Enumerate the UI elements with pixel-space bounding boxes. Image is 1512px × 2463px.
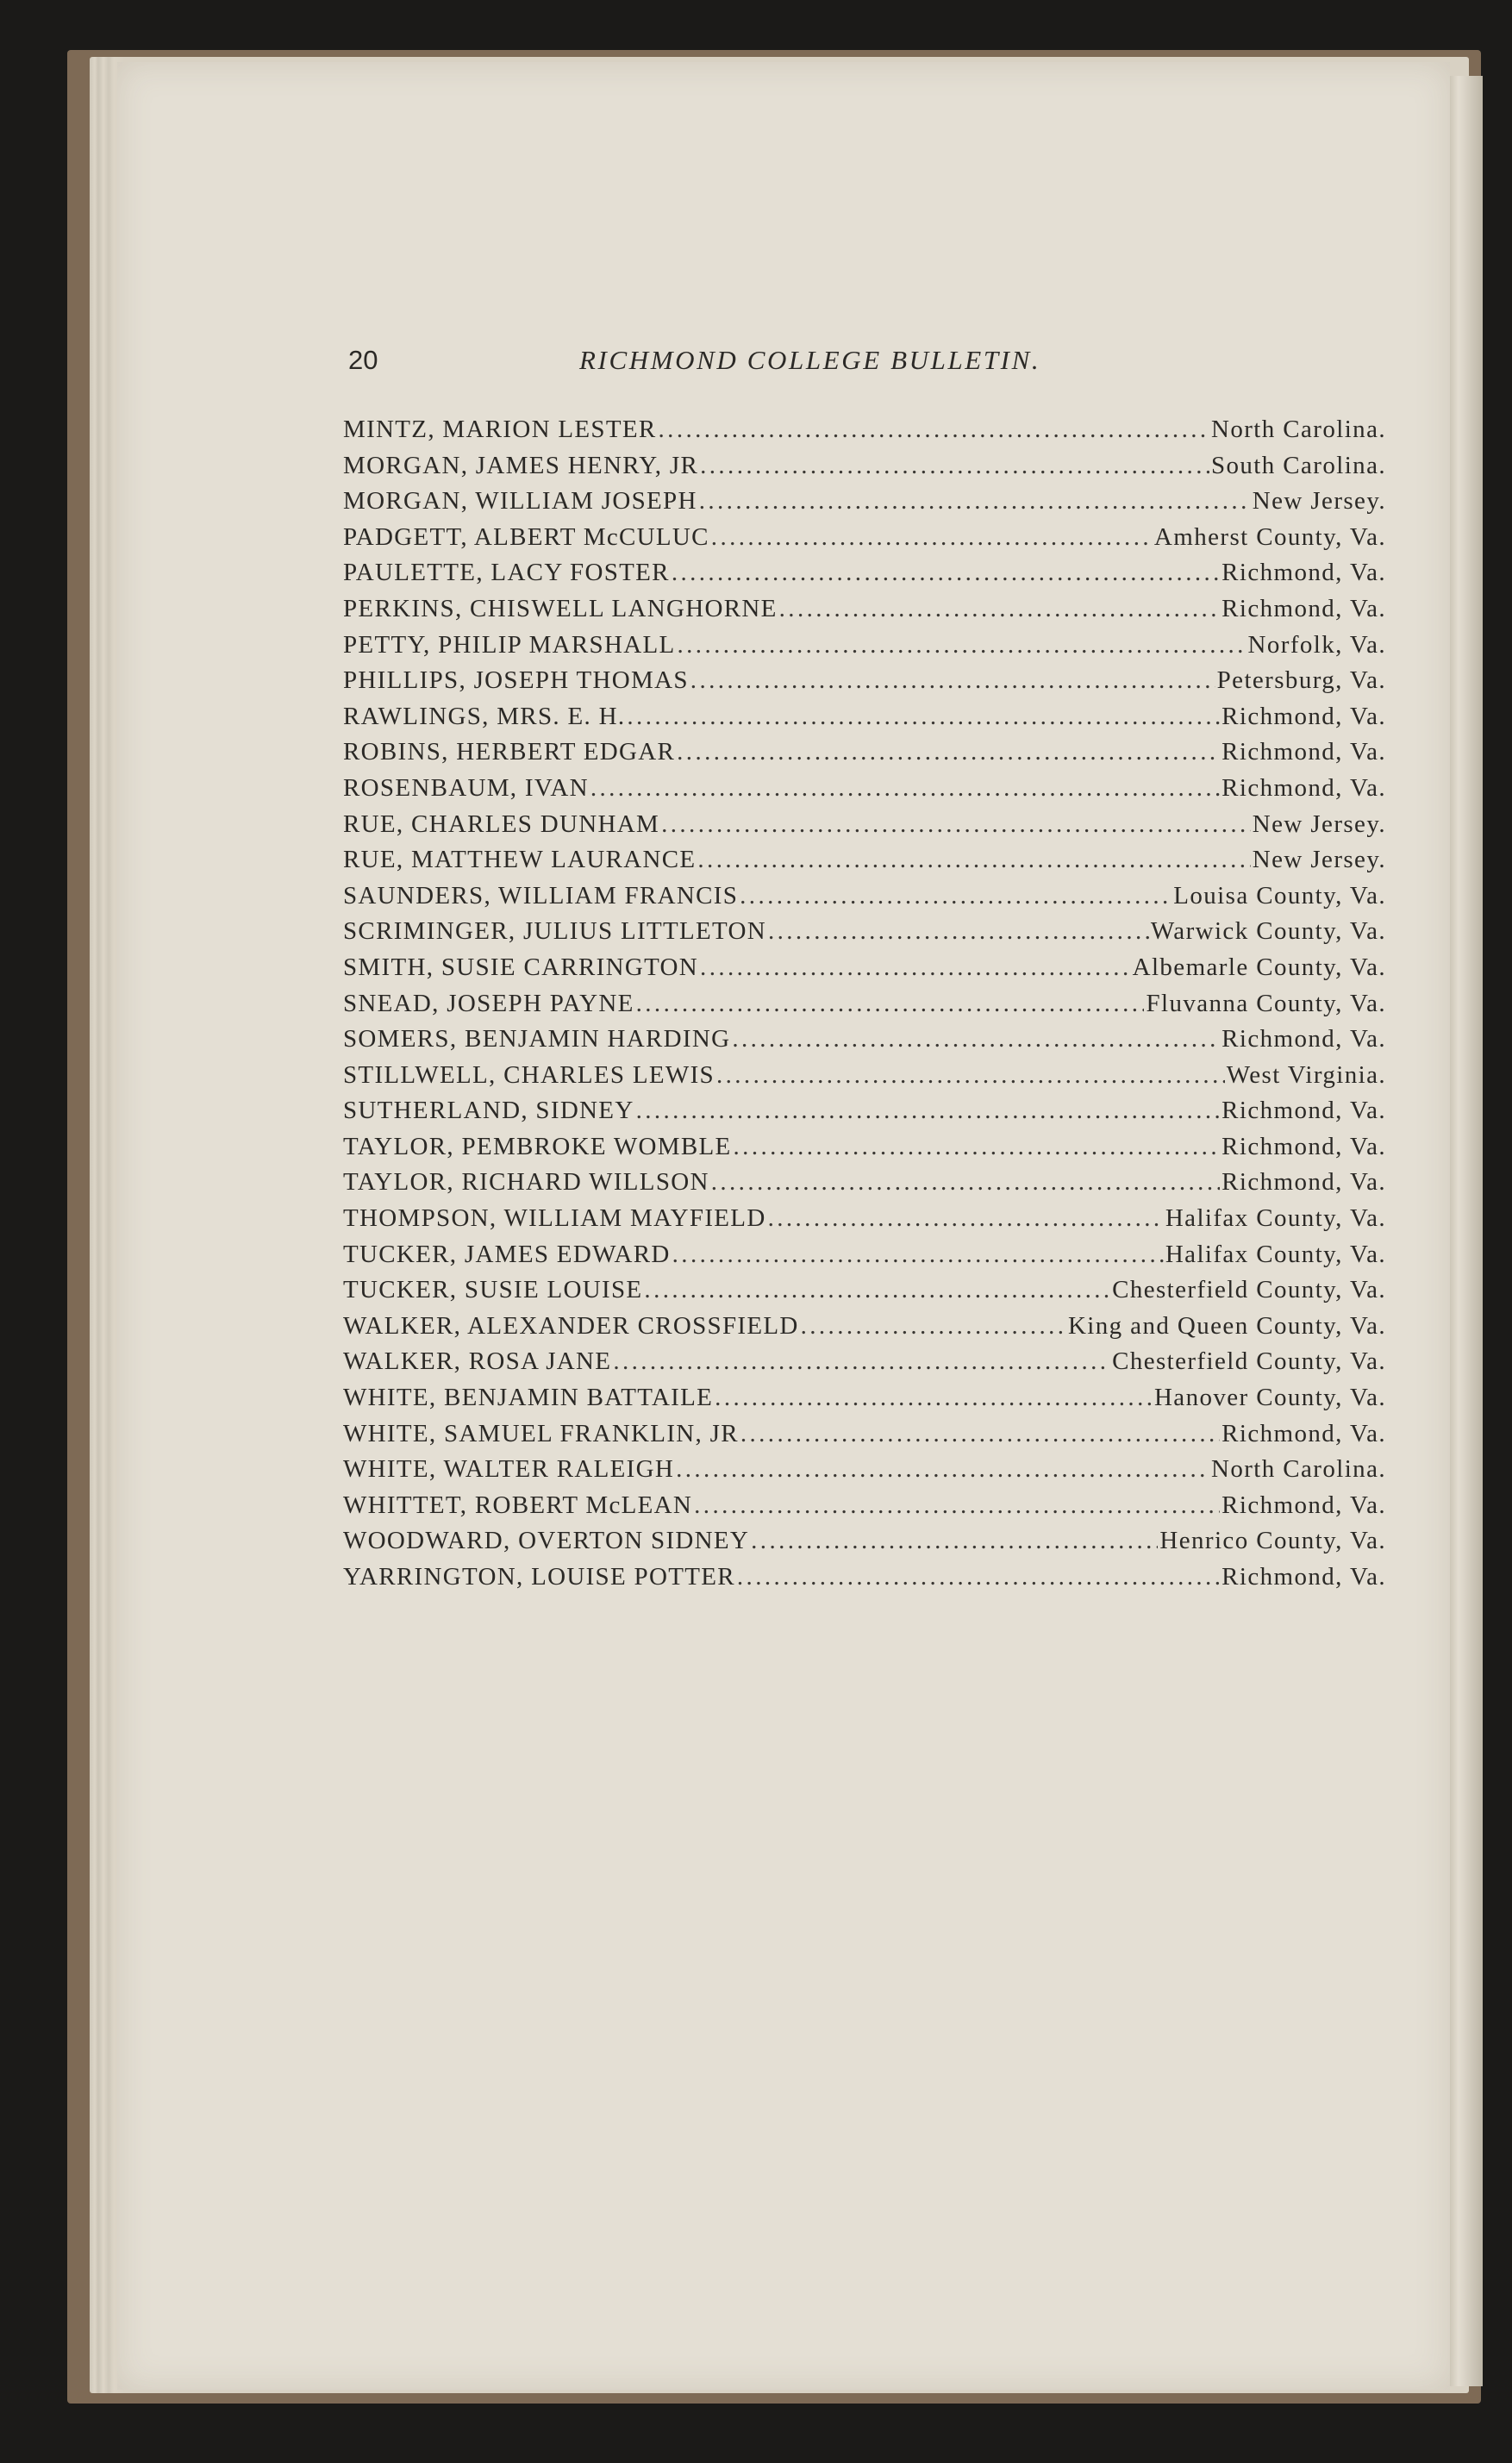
student-name: MINTZ, MARION LESTER xyxy=(343,416,657,443)
student-hometown: Chesterfield County, Va. xyxy=(1112,1347,1386,1376)
page-gutter xyxy=(1448,76,1483,2386)
student-name: PETTY, PHILIP MARSHALL xyxy=(343,630,676,659)
student-name: WHITE, BENJAMIN BATTAILE xyxy=(343,1384,714,1412)
student-name: YARRINGTON, LOUISE POTTER xyxy=(343,1563,735,1591)
dot-leader xyxy=(636,986,1145,1022)
dot-leader xyxy=(711,1165,1220,1201)
student-hometown: King and Queen County, Va. xyxy=(1067,1311,1386,1340)
student-hometown: New Jersey. xyxy=(1252,810,1386,838)
dot-leader xyxy=(676,1452,1209,1488)
dot-leader xyxy=(661,807,1251,843)
student-hometown: Halifax County, Va. xyxy=(1165,1240,1386,1268)
dot-leader xyxy=(627,699,1220,735)
student-hometown: Richmond, Va. xyxy=(1221,1563,1386,1591)
roster-row xyxy=(343,1237,1386,1273)
student-name: WHITE, SAMUEL FRANKLIN, JR xyxy=(343,1419,739,1447)
dot-leader xyxy=(737,1560,1220,1596)
student-name: WALKER, ALEXANDER CROSSFIELD xyxy=(343,1311,799,1340)
roster-row xyxy=(343,842,1386,878)
dot-leader xyxy=(768,914,1149,950)
roster-row xyxy=(343,1022,1386,1058)
dot-leader xyxy=(697,842,1250,878)
student-hometown: Norfolk, Va. xyxy=(1247,630,1386,659)
student-hometown: Albemarle County, Va. xyxy=(1132,953,1386,981)
dot-leader xyxy=(699,484,1251,520)
dot-leader xyxy=(801,1309,1066,1345)
student-name: PAULETTE, LACY FOSTER xyxy=(343,559,670,587)
roster-row xyxy=(343,1380,1386,1416)
student-hometown: Richmond, Va. xyxy=(1221,1168,1386,1197)
student-hometown: New Jersey. xyxy=(1252,846,1386,874)
student-hometown: New Jersey. xyxy=(1252,487,1386,516)
student-name: PHILLIPS, JOSEPH THOMAS xyxy=(343,666,689,695)
roster-row xyxy=(343,1416,1386,1453)
student-name: STILLWELL, CHARLES LEWIS xyxy=(343,1060,715,1089)
roster-row xyxy=(343,1129,1386,1166)
roster-row xyxy=(343,878,1386,915)
student-name: SNEAD, JOSEPH PAYNE xyxy=(343,989,634,1017)
dot-leader xyxy=(672,1237,1164,1273)
dot-leader xyxy=(672,555,1220,591)
dot-leader xyxy=(716,1058,1225,1094)
student-hometown: Richmond, Va. xyxy=(1221,559,1386,587)
roster-row xyxy=(343,520,1386,556)
roster-row xyxy=(343,950,1386,986)
dot-leader xyxy=(677,735,1220,771)
dot-leader xyxy=(740,878,1171,915)
dot-leader xyxy=(590,771,1220,807)
roster-row xyxy=(343,448,1386,484)
student-name: TUCKER, SUSIE LOUISE xyxy=(343,1276,643,1304)
student-hometown: Louisa County, Va. xyxy=(1173,881,1386,910)
student-name: PADGETT, ALBERT McCULUC xyxy=(343,522,709,551)
roster-row xyxy=(343,1309,1386,1345)
student-hometown: Henrico County, Va. xyxy=(1159,1527,1386,1555)
student-hometown: Chesterfield County, Va. xyxy=(1112,1276,1386,1304)
page-header xyxy=(348,341,1159,384)
dot-leader xyxy=(779,591,1220,628)
student-hometown: Richmond, Va. xyxy=(1221,1097,1386,1125)
student-hometown: Petersburg, Va. xyxy=(1216,666,1386,695)
student-name: PERKINS, CHISWELL LANGHORNE xyxy=(343,594,778,622)
student-name: SUTHERLAND, SIDNEY xyxy=(343,1097,634,1125)
roster-row xyxy=(343,1523,1386,1560)
dot-leader xyxy=(659,412,1209,448)
dot-leader xyxy=(715,1380,1153,1416)
dot-leader xyxy=(613,1344,1110,1380)
dot-leader xyxy=(768,1201,1164,1237)
student-name: ROBINS, HERBERT EDGAR xyxy=(343,738,676,766)
roster-row xyxy=(343,807,1386,843)
student-hometown: Richmond, Va. xyxy=(1221,1132,1386,1160)
dot-leader xyxy=(700,448,1209,484)
roster-row xyxy=(343,1344,1386,1380)
student-name: TAYLOR, RICHARD WILLSON xyxy=(343,1168,709,1197)
dot-leader xyxy=(690,663,1215,699)
dot-leader xyxy=(678,628,1246,664)
student-hometown: Warwick County, Va. xyxy=(1150,917,1386,946)
running-title: RICHMOND COLLEGE BULLETIN. xyxy=(579,345,1041,375)
dot-leader xyxy=(694,1488,1220,1524)
roster-row xyxy=(343,1165,1386,1201)
roster-row xyxy=(343,1093,1386,1129)
student-name: WHITTET, ROBERT McLEAN xyxy=(343,1491,693,1519)
student-hometown: Halifax County, Va. xyxy=(1165,1204,1386,1233)
dot-leader xyxy=(711,520,1153,556)
student-name: THOMPSON, WILLIAM MAYFIELD xyxy=(343,1204,766,1233)
page-number: 20 xyxy=(348,345,378,375)
student-name: RAWLINGS, MRS. E. H. xyxy=(343,702,626,730)
dot-leader xyxy=(734,1129,1221,1166)
roster-row xyxy=(343,914,1386,950)
roster-row xyxy=(343,628,1386,664)
roster-row xyxy=(343,1272,1386,1309)
dot-leader xyxy=(700,950,1131,986)
student-roster xyxy=(343,412,1386,1596)
student-name: SCRIMINGER, JULIUS LITTLETON xyxy=(343,917,766,946)
student-name: SAUNDERS, WILLIAM FRANCIS xyxy=(343,881,739,910)
student-hometown: Hanover County, Va. xyxy=(1153,1384,1386,1412)
dot-leader xyxy=(740,1416,1220,1453)
dot-leader xyxy=(751,1523,1158,1560)
student-name: MORGAN, JAMES HENRY, JR xyxy=(343,451,699,479)
student-hometown: West Virginia. xyxy=(1226,1060,1386,1089)
roster-row xyxy=(343,1201,1386,1237)
roster-row xyxy=(343,1488,1386,1524)
student-hometown: South Carolina. xyxy=(1210,451,1386,479)
roster-row xyxy=(343,771,1386,807)
dot-leader xyxy=(636,1093,1221,1129)
roster-row xyxy=(343,484,1386,520)
roster-row xyxy=(343,699,1386,735)
student-name: WOODWARD, OVERTON SIDNEY xyxy=(343,1527,750,1555)
roster-row xyxy=(343,986,1386,1022)
student-name: WALKER, ROSA JANE xyxy=(343,1347,612,1376)
student-name: WHITE, WALTER RALEIGH xyxy=(343,1455,675,1484)
student-hometown: Fluvanna County, Va. xyxy=(1146,989,1386,1017)
student-hometown: Richmond, Va. xyxy=(1221,1419,1386,1447)
student-name: MORGAN, WILLIAM JOSEPH xyxy=(343,487,697,516)
roster-row xyxy=(343,591,1386,628)
student-hometown: Richmond, Va. xyxy=(1221,1491,1386,1519)
student-hometown: Richmond, Va. xyxy=(1221,594,1386,622)
student-name: TUCKER, JAMES EDWARD xyxy=(343,1240,671,1268)
dot-leader xyxy=(644,1272,1110,1309)
student-hometown: North Carolina. xyxy=(1210,1455,1386,1484)
student-hometown: Amherst County, Va. xyxy=(1153,522,1386,551)
student-name: SOMERS, BENJAMIN HARDING xyxy=(343,1025,731,1053)
dot-leader xyxy=(732,1022,1220,1058)
roster-row xyxy=(343,1452,1386,1488)
student-hometown: Richmond, Va. xyxy=(1221,1025,1386,1053)
student-name: RUE, MATTHEW LAURANCE xyxy=(343,846,697,874)
roster-row xyxy=(343,1058,1386,1094)
student-name: SMITH, SUSIE CARRINGTON xyxy=(343,953,699,981)
student-name: ROSENBAUM, IVAN xyxy=(343,773,589,802)
student-name: RUE, CHARLES DUNHAM xyxy=(343,810,660,838)
roster-row xyxy=(343,555,1386,591)
student-hometown: Richmond, Va. xyxy=(1221,773,1386,802)
roster-row xyxy=(343,663,1386,699)
student-hometown: North Carolina. xyxy=(1210,416,1386,443)
roster-row xyxy=(343,412,1386,448)
student-hometown: Richmond, Va. xyxy=(1221,738,1386,766)
roster-row xyxy=(343,735,1386,771)
student-hometown: Richmond, Va. xyxy=(1221,702,1386,730)
roster-row xyxy=(343,1560,1386,1596)
student-name: TAYLOR, PEMBROKE WOMBLE xyxy=(343,1132,732,1160)
